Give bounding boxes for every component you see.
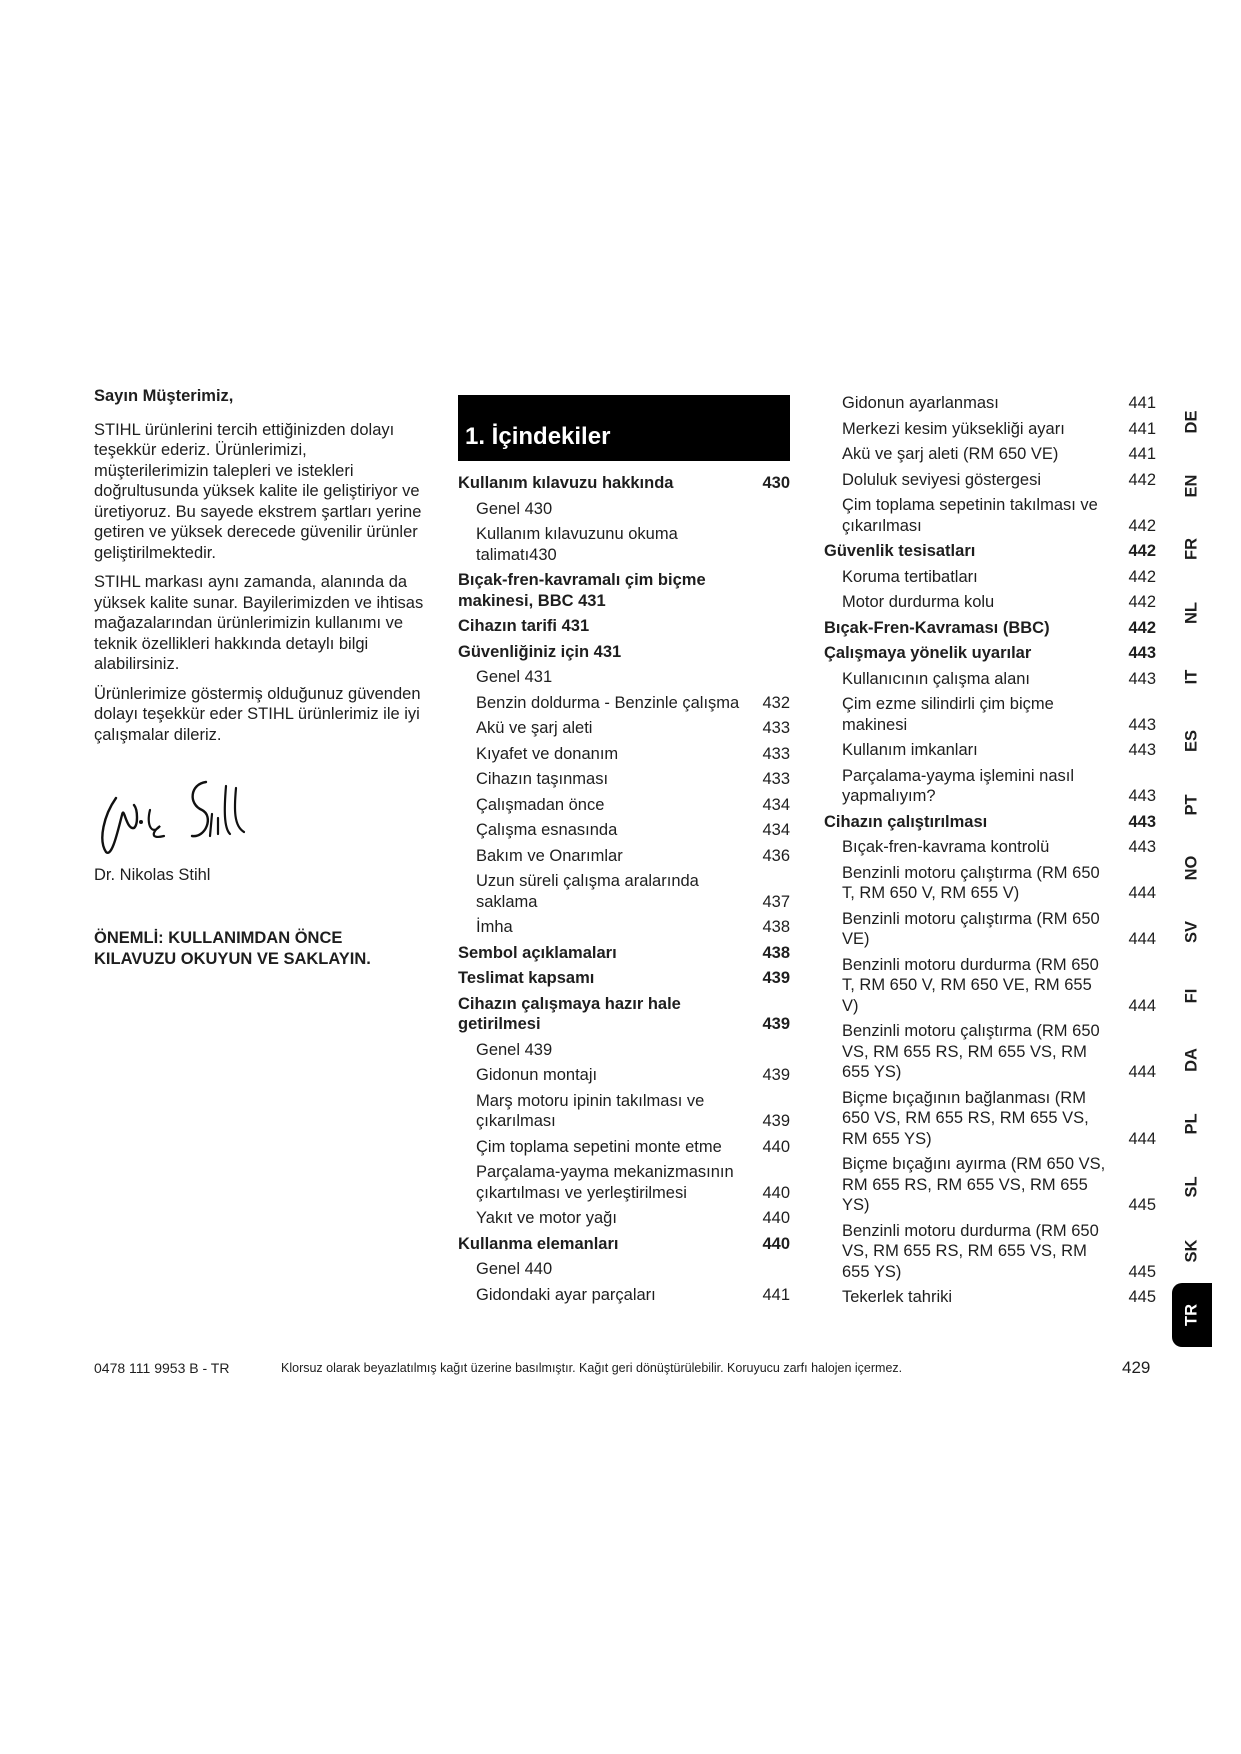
toc-entry-page: 433 <box>762 744 790 763</box>
language-tab-label: ES <box>1182 729 1201 752</box>
language-tab-da[interactable] <box>1172 1028 1212 1092</box>
toc-entry-page: 438 <box>762 918 790 936</box>
toc-entry-title: Akü ve şarj aleti <box>476 719 593 737</box>
toc-entry[interactable] <box>458 943 790 964</box>
toc-entry-title: Kıyafet ve donanım <box>476 744 619 763</box>
language-tab-label: IT <box>1182 669 1201 685</box>
signature-image <box>94 770 264 870</box>
toc-entry-title: Çalışma esnasında <box>476 821 618 839</box>
toc-entry[interactable] <box>824 740 1156 761</box>
toc-entry-title: Benzin doldurma - Benzinle çalışma <box>476 693 740 712</box>
toc-entry[interactable] <box>458 1208 790 1229</box>
toc-entry-page: 441 <box>1128 419 1156 438</box>
toc-entry[interactable] <box>458 667 790 688</box>
toc-entry-title: Genel 439 <box>476 1040 553 1059</box>
toc-entry-page: 439 <box>762 1015 790 1033</box>
toc-entry-title: Cihazın tarifi 431 <box>458 617 590 635</box>
toc-entry-page: 442 <box>1128 516 1156 535</box>
intro-paragraph: STIHL markası aynı zamanda, alanında da yüksek kalite sunar. Bayilerimizden ve ihtisas mağazalarından ürünlerimizin kullanımı ve teknik özellikleri hakkında detaylı bilgi alabilirsiniz. <box>94 573 424 673</box>
language-tab-sv[interactable] <box>1172 900 1212 964</box>
language-tab-label: SL <box>1182 1176 1201 1198</box>
toc-entry-title: Parçalama-yayma mekanizmasının çıkartılması ve yerleştirilmesi <box>476 1163 734 1202</box>
language-tab-label: SV <box>1182 921 1201 944</box>
toc-entry-page: 440 <box>762 1137 790 1156</box>
toc-entry-title: Benzinli motoru durdurma (RM 650 VS, RM 655 RS, RM 655 VS, RM 655 YS) <box>842 1221 1099 1281</box>
toc-entry-title: Genel 431 <box>476 668 553 686</box>
toc-entry[interactable] <box>824 643 1156 664</box>
toc-entry-title: Motor durdurma kolu <box>842 593 995 611</box>
language-tabs <box>1172 390 1212 1347</box>
toc-entry-title: Çalışmaya yönelik uyarılar <box>824 644 1032 662</box>
toc-entry-title: Kullanıcının çalışma alanı <box>842 669 1031 688</box>
toc-entry-title: Benzinli motoru çalıştırma (RM 650 VS, RM 655 RS, RM 655 VS, RM 655 YS) <box>842 1022 1100 1081</box>
intro-paragraph: Ürünlerimize göstermiş olduğunuz güvenden dolayı teşekkür eder STIHL ürünlerimiz ile iyi çalışmalar dileriz. <box>94 684 421 744</box>
footer-note: Klorsuz olarak beyazlatılmış kağıt üzerine basılmıştır. Kağıt geri dönüştürülebilir. Koruyucu zarfı halojen içermez. <box>281 1361 903 1375</box>
toc-entry[interactable] <box>824 567 1156 588</box>
toc-entry-title: Kullanım imkanları <box>842 741 978 759</box>
toc-entry-page: 442 <box>1128 618 1156 637</box>
toc-entry[interactable] <box>824 766 1156 807</box>
toc-entry-title: Genel 440 <box>476 1260 553 1278</box>
toc-entry-page: 440 <box>762 1234 790 1253</box>
toc-entry[interactable] <box>458 1234 790 1255</box>
toc-entry[interactable] <box>458 1285 790 1306</box>
toc-entry-page: 442 <box>1128 567 1156 586</box>
toc-entry[interactable] <box>458 1091 790 1132</box>
toc-entry-page: 438 <box>762 943 790 962</box>
language-tab-label: PL <box>1182 1113 1201 1135</box>
toc-entry[interactable] <box>824 393 1156 414</box>
toc-entry-page: 443 <box>1128 669 1156 688</box>
toc-entry[interactable] <box>458 795 790 816</box>
toc-entry-title: Yakıt ve motor yağı <box>476 1209 617 1227</box>
toc-entry[interactable] <box>824 541 1156 562</box>
toc-entry[interactable] <box>458 616 790 637</box>
toc-entry[interactable] <box>824 1088 1156 1150</box>
toc-entry-title: Bakım ve Onarımlar <box>476 846 623 865</box>
language-tab-no[interactable] <box>1172 837 1212 901</box>
language-tab-pl[interactable] <box>1172 1092 1212 1156</box>
toc-entry[interactable] <box>458 642 790 663</box>
toc-entry[interactable] <box>824 955 1156 1017</box>
toc-entry[interactable] <box>458 1259 790 1280</box>
language-tab-es[interactable] <box>1172 709 1212 773</box>
toc-entry-page: 439 <box>762 969 790 987</box>
toc-title-box <box>458 395 790 461</box>
toc-entry[interactable] <box>458 718 790 739</box>
toc-entry[interactable] <box>824 618 1156 639</box>
toc-entry-page: 439 <box>762 1112 790 1130</box>
toc-entry[interactable] <box>824 812 1156 833</box>
toc-entry-title: Bıçak-fren-kavramalı çim biçme makinesi, BBC 431 <box>458 571 706 610</box>
toc-entry[interactable] <box>458 917 790 938</box>
toc-entry-title: Güvenlik tesisatları <box>824 542 976 560</box>
toc-entry-page: 440 <box>762 1183 790 1202</box>
document-code: 0478 111 9953 B - TR <box>94 1360 230 1376</box>
toc-entry-title: Kullanma elemanları <box>458 1234 619 1253</box>
toc-entry[interactable] <box>824 669 1156 690</box>
toc-entry-title: Çim toplama sepetini monte etme <box>476 1137 722 1156</box>
toc-entry-page: 439 <box>762 1066 790 1084</box>
signature-name: Dr. Nikolas Stihl <box>94 866 211 884</box>
toc-entry-title: Çalışmadan önce <box>476 795 605 814</box>
important-notice: ÖNEMLİ: KULLANIMDAN ÖNCE KILAVUZU OKUYUN VE SAKLAYIN. <box>94 929 371 968</box>
toc-entry[interactable] <box>458 871 790 912</box>
toc-entry[interactable] <box>824 419 1156 440</box>
toc-entry-page: 444 <box>1128 1063 1156 1081</box>
toc-entry-page: 443 <box>1128 715 1156 734</box>
toc-entry-title: Marş motoru ipinin takılması ve çıkarılması <box>476 1091 705 1130</box>
toc-entry[interactable] <box>824 1021 1156 1083</box>
toc-entry-page: 442 <box>1128 470 1156 489</box>
toc-entry-page: 441 <box>1128 445 1156 463</box>
toc-entry[interactable] <box>824 592 1156 613</box>
toc-entry-title: Akü ve şarj aleti (RM 650 VE) <box>842 445 1059 463</box>
language-tab-de[interactable] <box>1172 390 1212 454</box>
toc-entry[interactable] <box>458 499 790 520</box>
toc-entry-title: Tekerlek tahriki <box>842 1288 953 1306</box>
toc-entry-title: Benzinli motoru durdurma (RM 650 T, RM 650 V, RM 650 VE, RM 655 V) <box>842 955 1099 1015</box>
toc-entry[interactable] <box>824 1287 1156 1308</box>
toc-entry-title: Doluluk seviyesi göstergesi <box>842 470 1042 489</box>
language-tab-label: EN <box>1182 474 1201 498</box>
toc-entry-title: Sembol açıklamaları <box>458 943 617 962</box>
toc-entry-page: 442 <box>1128 593 1156 611</box>
language-tab-label: NL <box>1182 602 1201 625</box>
language-tab-label: DA <box>1182 1047 1201 1072</box>
toc-entry[interactable] <box>824 470 1156 491</box>
toc-entry[interactable] <box>458 693 790 714</box>
toc-entry-title: Genel 430 <box>476 499 553 518</box>
language-tab-en[interactable] <box>1172 454 1212 518</box>
toc-entry-title: Parçalama-yayma işlemini nasıl yapmalıyım? <box>842 766 1074 805</box>
toc-entry-page: 444 <box>1128 930 1156 948</box>
language-tab-label: NO <box>1182 856 1201 881</box>
language-tab-nl[interactable] <box>1172 581 1212 645</box>
language-tab-label: TR <box>1182 1304 1201 1327</box>
toc-entry[interactable] <box>824 495 1156 536</box>
toc-entry-title: Kullanım kılavuzu hakkında <box>458 474 674 492</box>
toc-entry-page: 443 <box>1128 838 1156 856</box>
language-tab-it[interactable] <box>1172 645 1212 709</box>
toc-entry-page: 445 <box>1128 1288 1156 1306</box>
toc-entry-page: 441 <box>1128 394 1156 412</box>
toc-entry-title: Çim toplama sepetinin takılması ve çıkarılması <box>842 496 1098 535</box>
toc-entry-title: Benzinli motoru çalıştırma (RM 650 VE) <box>842 909 1100 948</box>
toc-entry[interactable] <box>458 524 790 565</box>
language-tab-label: FI <box>1182 988 1201 1004</box>
toc-entry-title: Benzinli motoru çalıştırma (RM 650 T, RM 650 V, RM 655 V) <box>842 863 1100 902</box>
toc-entry-page: 440 <box>762 1209 790 1227</box>
toc-entry-page: 437 <box>762 892 790 911</box>
toc-entry[interactable] <box>458 1040 790 1061</box>
toc-entry-page: 444 <box>1128 884 1156 902</box>
toc-entry[interactable] <box>458 570 790 611</box>
language-tab-pt[interactable] <box>1172 773 1212 837</box>
language-tab-label: SK <box>1182 1239 1201 1263</box>
toc-entry-page: 434 <box>762 821 790 839</box>
toc-entry[interactable] <box>824 444 1156 465</box>
toc-entry[interactable] <box>458 994 790 1035</box>
toc-entry[interactable] <box>458 769 790 790</box>
language-tab-sk[interactable] <box>1172 1219 1212 1283</box>
toc-entry[interactable] <box>458 820 790 841</box>
toc-entry-title: Biçme bıçağının bağlanması (RM 650 VS, RM 655 RS, RM 655 VS, RM 655 YS) <box>842 1088 1089 1148</box>
toc-entry-title: Koruma tertibatları <box>842 567 978 586</box>
toc-entry-title: Gidonun montajı <box>476 1066 598 1084</box>
toc-entry-page: 433 <box>762 770 790 788</box>
toc-entry-page: 430 <box>762 474 790 492</box>
toc-list-2 <box>824 393 1156 1308</box>
toc-entry[interactable] <box>458 744 790 765</box>
toc-entry-title: Bıçak-fren-kavrama kontrolü <box>842 838 1050 856</box>
toc-entry-title: Cihazın çalışmaya hazır hale getirilmesi <box>458 994 681 1033</box>
toc-entry[interactable] <box>824 1221 1156 1283</box>
toc-entry[interactable] <box>824 694 1156 735</box>
toc-entry-page: 444 <box>1128 996 1156 1015</box>
toc-entry-page: 433 <box>762 719 790 737</box>
greeting: Sayın Müşterimiz, <box>94 387 234 405</box>
toc-entry-page: 443 <box>1128 787 1156 805</box>
intro-paragraph: STIHL ürünlerini tercih ettiğinizden dolayı teşekkür ederiz. Ürünlerimizi, müşterilerimizin talepleri ve istekleri doğrultusunda yüksek kalite ile geliştiriyor ve üretiyoruz. Bu sayede ekstrem şartları yerine getiren ve yüksek derecede güvenilir ürünler geliştirilmektedir. <box>94 420 422 562</box>
intro-text <box>94 386 424 754</box>
language-tab-fr[interactable] <box>1172 518 1212 582</box>
language-tab-label: FR <box>1182 538 1201 561</box>
toc-entry-title: Uzun süreli çalışma aralarında saklama <box>476 872 699 911</box>
language-tab-label: DE <box>1182 410 1201 434</box>
toc-entry[interactable] <box>824 863 1156 904</box>
toc-entry[interactable] <box>458 473 790 494</box>
toc-entry-title: Merkezi kesim yüksekliği ayarı <box>842 419 1065 438</box>
toc-list-1 <box>458 473 790 1305</box>
language-tab-sl[interactable] <box>1172 1156 1212 1220</box>
toc-entry-page: 443 <box>1128 741 1156 759</box>
page-number: 429 <box>1122 1358 1151 1377</box>
toc-entry-title: İmha <box>476 918 513 936</box>
toc-entry[interactable] <box>824 837 1156 858</box>
toc-entry[interactable] <box>458 1137 790 1158</box>
toc-entry[interactable] <box>824 1154 1156 1216</box>
toc-entry-page: 441 <box>762 1285 790 1304</box>
language-tab-tr[interactable] <box>1172 1283 1212 1347</box>
toc-entry-page: 442 <box>1128 542 1156 560</box>
toc-entry-page: 443 <box>1128 812 1156 831</box>
toc-entry[interactable] <box>458 846 790 867</box>
toc-entry-title: Çim ezme silindirli çim biçme makinesi <box>842 695 1054 734</box>
toc-entry-page: 445 <box>1128 1262 1156 1281</box>
toc-entry[interactable] <box>824 909 1156 950</box>
toc-column-1 <box>458 395 790 1310</box>
toc-title: 1. İçindekiler <box>465 423 611 450</box>
toc-entry-title: Cihazın çalıştırılması <box>824 812 988 831</box>
toc-entry-title: Cihazın taşınması <box>476 770 609 788</box>
toc-column-2 <box>824 393 1156 1313</box>
toc-entry-page: 443 <box>1128 644 1156 662</box>
toc-entry[interactable] <box>458 968 790 989</box>
toc-entry[interactable] <box>458 1065 790 1086</box>
toc-entry-page: 434 <box>762 795 790 814</box>
language-tab-fi[interactable] <box>1172 964 1212 1028</box>
toc-entry-page: 444 <box>1128 1129 1156 1148</box>
toc-entry-title: Güvenliğiniz için 431 <box>458 642 622 661</box>
toc-entry-title: Biçme bıçağını ayırma (RM 650 VS, RM 655 RS, RM 655 VS, RM 655 YS) <box>842 1155 1106 1214</box>
toc-entry-title: Kullanım kılavuzunu okuma talimatı430 <box>476 525 678 564</box>
toc-entry-page: 445 <box>1128 1196 1156 1214</box>
toc-entry-title: Gidonun ayarlanması <box>842 394 999 412</box>
language-tab-label: PT <box>1182 794 1201 816</box>
toc-entry-page: 432 <box>762 693 790 712</box>
toc-entry-title: Gidondaki ayar parçaları <box>476 1285 656 1304</box>
toc-entry-title: Teslimat kapsamı <box>458 969 595 987</box>
toc-entry-page: 436 <box>762 846 790 865</box>
toc-entry[interactable] <box>458 1162 790 1203</box>
toc-entry-title: Bıçak-Fren-Kavraması (BBC) <box>824 618 1050 637</box>
